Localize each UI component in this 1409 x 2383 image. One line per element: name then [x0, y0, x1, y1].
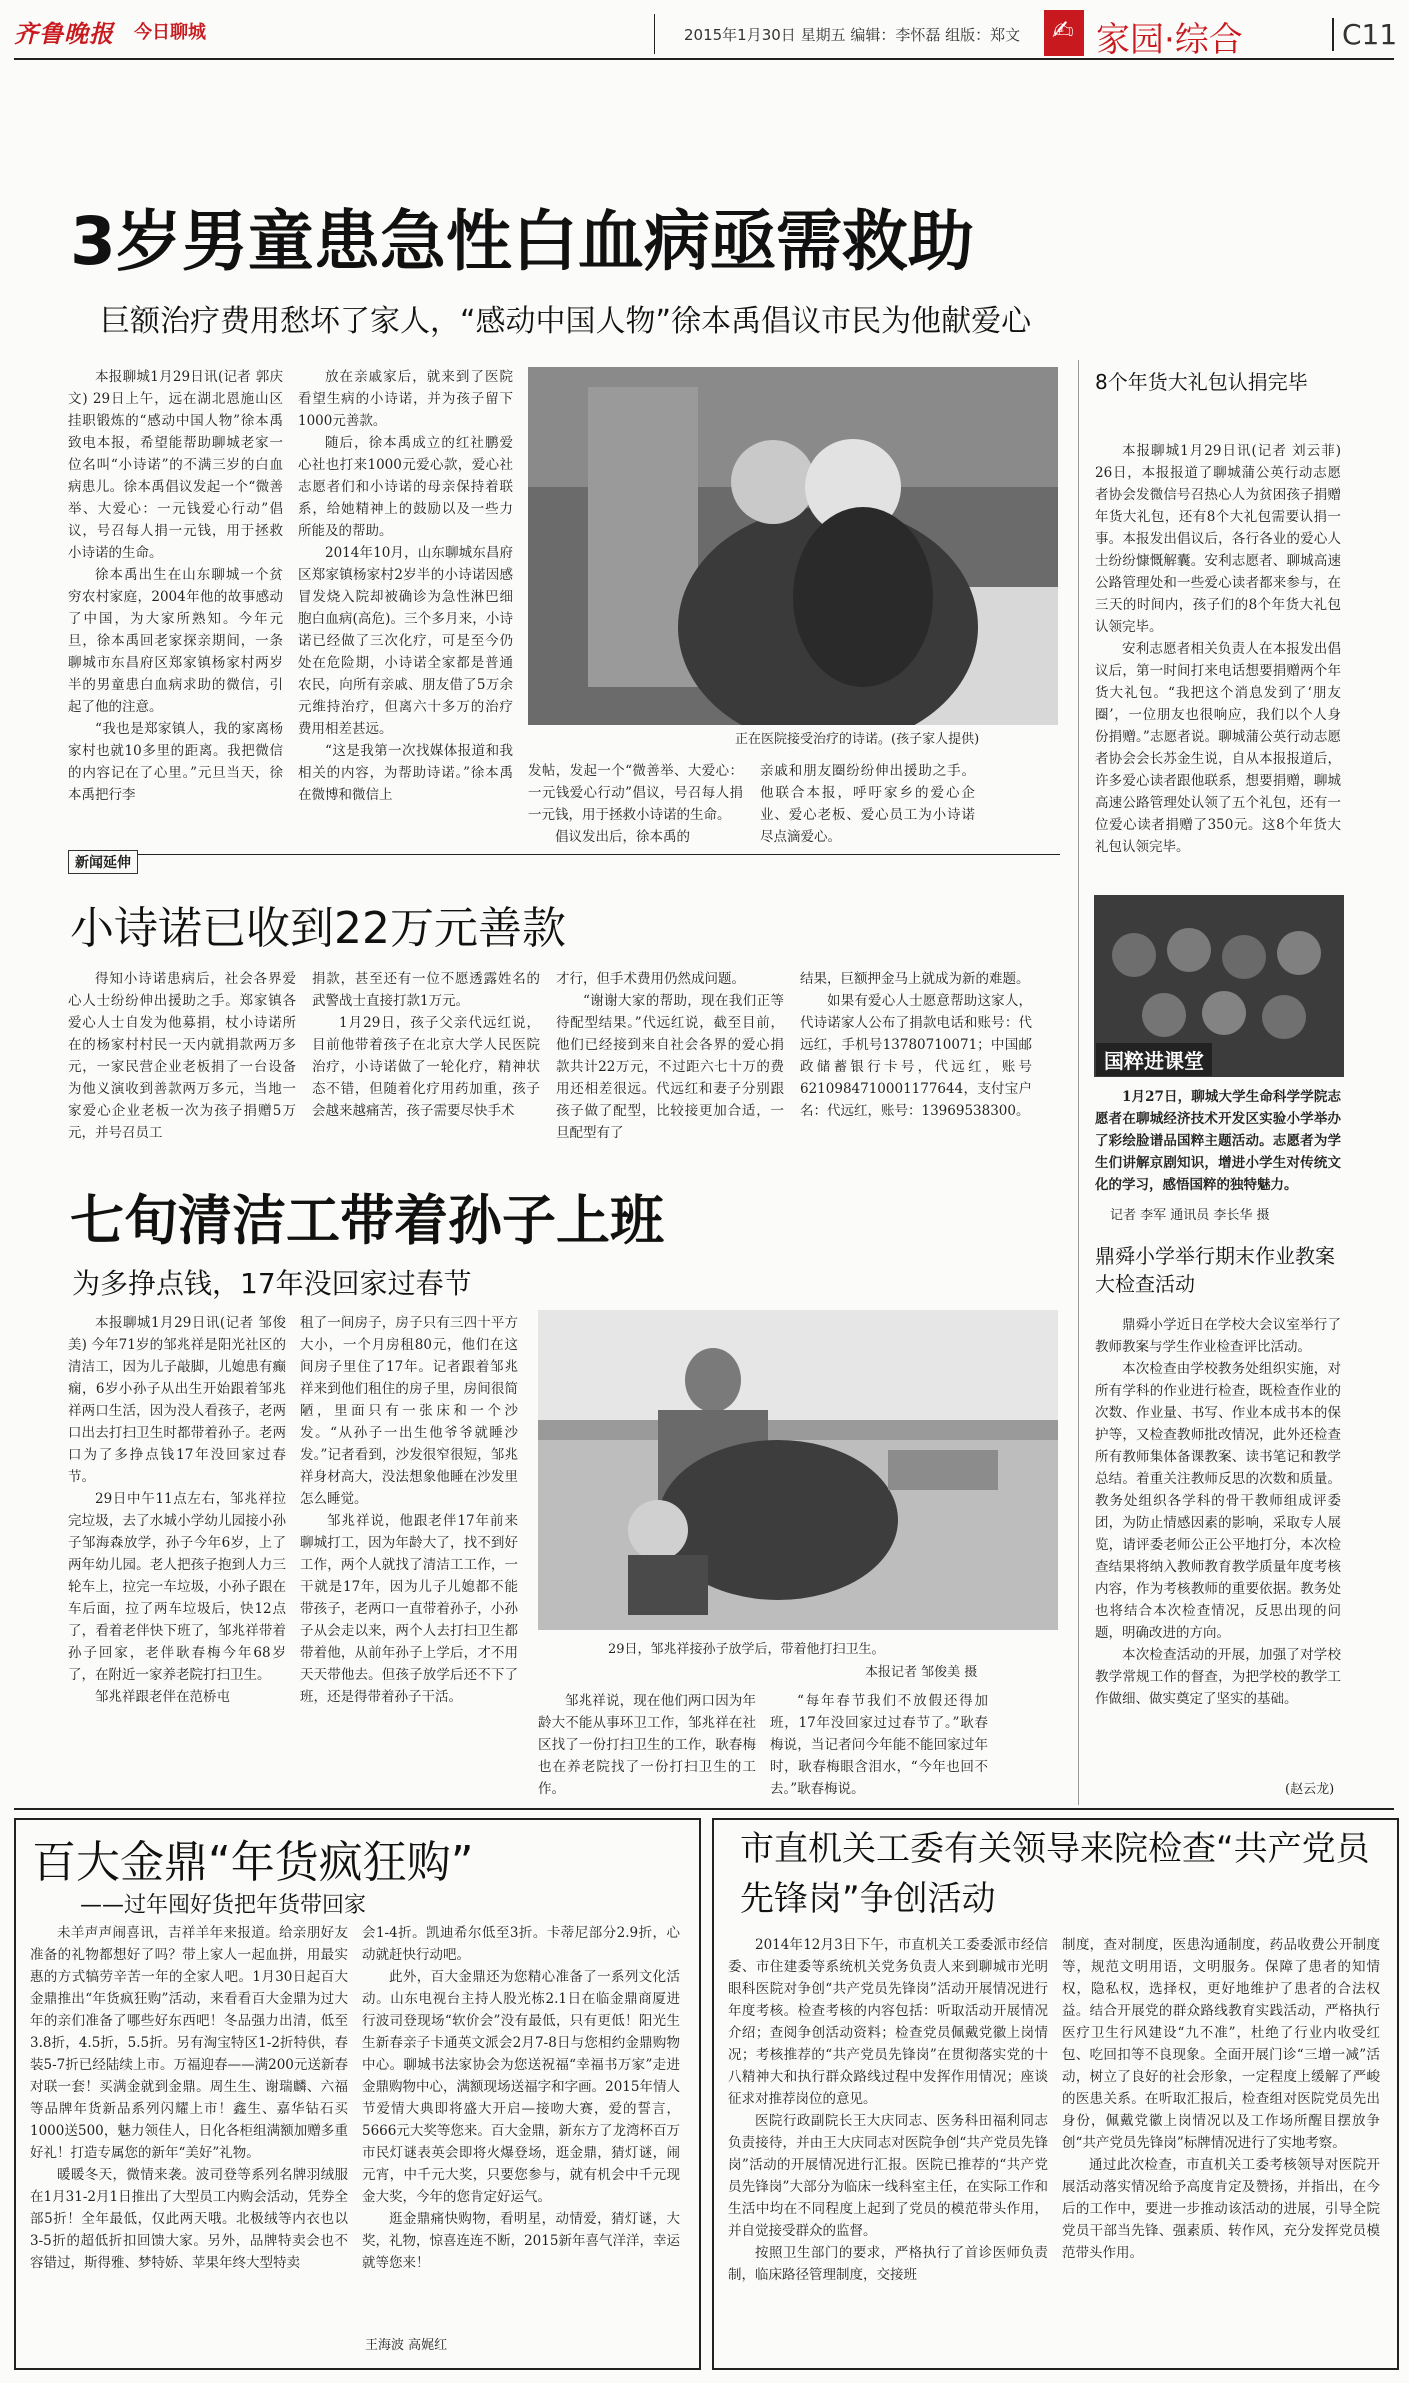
issue-meta: 2015年1月30日 星期五 编辑：李怀磊 组版：郑文	[684, 26, 1021, 44]
cleaner-photo-caption: 29日，邹兆祥接孙子放学后，带着他打扫卫生。	[608, 1642, 885, 1657]
mall-column-1: 未羊声声闹喜讯，吉祥羊年来报道。给亲朋好友准备的礼物都想好了吗？带上家人一起血拼，用最实惠的方式犒劳辛苦一年的全家人吧。1月30日起百大金鼎推出“年货疯狂购”活动，来看看百大金鼎为过大年的亲们准备了哪些好东西吧！冬品强力出清，低至3.8折，4.5折，5.5折。另有淘宝特区1-2折特供，春装5-7折已经陆续上市。万福迎春——满200元送新春对联一套！买满金就到金鼎。周生生、谢瑞麟、六福等品牌年货新品系列闪耀上市！鑫生、嘉华钻石买1000送500，魅力领佳人，日化各柜组满额加赠多重好礼！打造专属您的新年“美好”礼物。 暖暖冬天，微情来袭。波司登等系列名牌羽绒服在1月31-2月1日推出了大型员工内购会活动，凭券全部5折！全年最低，仅此两天哦。北极绒等内衣也以3-5折的超低折扣回馈大家。另外，品牌特卖会也不容错过，斯得雅、梦特娇、苹果年终大型特卖	[30, 1925, 348, 2271]
lead-subtitle: 巨额治疗费用愁坏了家人，“感动中国人物”徐本禹倡议市民为他献爱心	[100, 304, 1032, 339]
cleaner-column-3: 邹兆祥说，现在他们两口因为年龄大不能从事环卫工作，邹兆祥在社区找了一份打扫卫生的工作，耿春梅也在养老院找了一份打扫卫生的工作。	[538, 1693, 756, 1797]
followup-column-1: 得知小诗诺患病后，社会各界爱心人士纷纷伸出援助之手。郑家镇各爱心人士自发为他募捐，杖小诗诺所在的杨家村村民一天内就捐款两万多元，一家民营企业老板捐了一台设备为他义演收到善款两万多元，当地一家爱心企业老板一次为孩子捐赠5万元，并号召员工	[68, 971, 296, 1141]
cleaner-headline: 七旬清洁工带着孙子上班	[70, 1189, 664, 1252]
cleaner-photo	[538, 1310, 1058, 1630]
header-divider	[654, 14, 655, 54]
hospital-headline: 市直机关工委有关领导来院检查“共产党员先锋岗”争创活动	[740, 1829, 1370, 1919]
lead-column-4: 亲戚和朋友圈纷纷伸出援助之手。他联合本报，呼吁家乡的爱心企业、爱心老板、爱心员工为小诗诺尽点滴爱心。	[760, 763, 975, 845]
followup-headline: 小诗诺已收到22万元善款	[70, 903, 566, 954]
lead-column-2: 放在亲戚家后，就来到了医院看望生病的小诗诺，并为孩子留下1000元善款。 随后，徐本禹成立的红社鹏爱心社也打来1000元爱心款，爱心社志愿者们和小诗诺的母亲保持着联系，给她精神上的鼓励以及一些力所能及的帮助。 2014年10月，山东聊城东昌府区郑家镇杨家村2岁半的小诗诺因感冒发烧入院却被确诊为急性淋巴细胞白血病(高危)。三个多月来，小诗诺已经做了三次化疗，可是至今仍处在危险期，小诗诺全家都是普通农民，向所有亲戚、朋友借了5万余元维持治疗，但离六十多万的治疗费用相差甚远。 “这是我第一次找媒体报道和我相关的内容，为帮助诗诺。”徐本禹在微博和微信上	[298, 369, 513, 803]
page-number: C11	[1332, 18, 1397, 51]
lead-column-3: 发帖，发起一个“微善举、大爱心：一元钱爱心行动”倡议，号召每人捐一元钱，用于拯救小诗诺的生命。 倡议发出后，徐本禹的	[528, 763, 743, 845]
cleaner-column-2: 租了一间房子，房子只有三四十平方大小，一个月房租80元，他们在这间房子里住了17年。记者跟着邹兆祥来到他们租住的房子里，房间很简陋，里面只有一张床和一个沙发。“从孙子一出生他爷爷就睡沙发。”记者看到，沙发很窄很短，邹兆祥身材高大，没法想象他睡在沙发里怎么睡觉。 邹兆祥说，他跟老伴17年前来聊城打工，因为年龄大了，找不到好工作，两个人就找了清洁工工作，一干就是17年，因为儿子儿媳都不能带孩子，老两口一直带着孙子，小孙子从会走以来，两个人去打扫卫生都带着他，从前年孙子上学后，才不用天天带他去。但孩子放学后还不下了班，还是得带着孙子干活。	[300, 1315, 518, 1705]
hospital-column-1: 2014年12月3日下午，市直机关工委委派市经信委、市住建委等系统机关党务负责人来到聊城市光明眼科医院对争创“共产党员先锋岗”活动开展情况进行年度考核。检查考核的内容包括：听取活动开展情况介绍；查阅争创活动资料；检查党员佩戴党徽上岗情况；考核推荐的“共产党员先锋岗”在贯彻落实党的十八精神大和执行群众路线过程中发挥作用情况；座谈征求对推荐岗位的意见。 医院行政副院长王大庆同志、医务科田福利同志负责接待，并由王大庆同志对医院争创“共产党员先锋岗”活动的开展情况进行汇报。医院已推荐的“共产党员先锋岗”大部分为临床一线科室主任，在实际工作和生活中均在不同程度上起到了党员的模范带头作用，并自觉接受群众的监督。 按照卫生部门的要求，严格执行了首诊医师负责制，临床路径管理制度，交接班	[728, 1937, 1048, 2283]
cleaner-column-1: 本报聊城1月29日讯(记者 邹俊美) 今年71岁的邹兆祥是阳光社区的清洁工，因为儿子敲脚，儿媳患有癫痫，6岁小孙子从出生开始跟着邹兆祥两口生活，因为没人看孩子，老两口出去打扫卫生时都带着孙子。老两口为了多挣点钱17年没回家过春节。 29日中午11点左右，邹兆祥拉完垃圾，去了水城小学幼儿园接小孙子邹海森放学，孙子今年6岁，上了两年幼儿园。老人把孩子抱到人力三轮车上，拉完一车垃圾，小孙子跟在车后面，拉了两车垃圾后，快12点了，看着老伴快下班了，邹兆祥带着孙子回家，老伴耿春梅今年68岁了，在附近一家养老院打扫卫生。 邹兆祥跟老伴在范桥屯	[68, 1315, 286, 1705]
mall-headline: 百大金鼎“年货疯狂购”	[32, 1837, 474, 1888]
mall-column-2: 会1-4折。凯迪希尔低至3折。卡蒂尼部分2.9折，心动就赶快行动吧。 此外，百大金鼎还为您精心准备了一系列文化活动。山东电视台主持人股光栋2.1日在临金鼎商厦进行波司登现场“软价会”没有最低，只有更低！阳光生生新春亲子卡通英文派会2月7-8日与您相约金鼎购物中心。聊城书法家协会为您送祝福“幸福书万家”走进金鼎购物中心，满额现场送福字和字画。2015年情人节爱情大典即将盛大开启—接吻大赛，爱的誓言，5666元大奖等您来。百大金鼎，新东方了龙湾杯百万市民灯谜表英会即将火爆登场，逛金鼎，猜灯谜，闹元宵，中千元大奖，只要您参与，就有机会中千元现金大奖，今年的您肯定好运气。 逛金鼎痛快购物，看明星，动情爱，猜灯谜，大奖，礼物，惊喜连连不断，2015新年喜气洋洋，幸运就等您来！	[362, 1925, 680, 2271]
lead-column-1: 本报聊城1月29日讯(记者 郭庆文) 29日上午，远在湖北恩施山区挂职锻炼的“感动中国人物”徐本禹致电本报，希望能帮助聊城老家一位名叫“小诗诺”的不满三岁的白血病患儿。徐本禹倡议发起一个“微善举、大爱心：一元钱爱心行动”倡议，号召每人捐一元钱，用于拯救小诗诺的生命。 徐本禹出生在山东聊城一个贫穷农村家庭，2004年他的故事感动了中国，为大家所熟知。今年元旦，徐本禹回老家探亲期间，一条聊城市东昌府区郑家镇杨家村两岁半的男童患白血病求助的微信，引起了他的注意。 “我也是郑家镇人，我的家离杨家村也就10多里的距离。我把微信的内容记在了心里。”元旦当天，徐本禹把行李	[68, 369, 283, 803]
cleaner-subtitle: 为多挣点钱，17年没回家过春节	[72, 1267, 472, 1300]
sidebar-divider	[1078, 360, 1079, 1805]
hospital-column-2: 制度，查对制度，医患沟通制度，药品收费公开制度等，规范文明用语，文明服务。保障了患者的知情权，隐私权，选择权，更好地维护了患者的合法权益。结合开展党的群众路线教育实践活动，严格执行医疗卫生行风建设“九不准”，杜绝了行业内收受红包、吃回扣等不良现象。全面开展门诊“三增一减”活动，树立了良好的社会形象，一定程度上缓解了严峻的医患关系。在听取汇报后，检查组对医院党员先出身份，佩戴党徽上岗情况以及工作场所醒目摆放争创“共产党员先锋岗”标牌情况进行了实地考察。 通过此次检查，市直机关工委考核领导对医院开展活动落实情况给予高度肯定及赞扬，并指出，在今后的工作中，要进一步推动该活动的进展，引导全院党员干部当先锋、强素质、转作风，充分发挥党员模范带头作用。	[1062, 1937, 1380, 2261]
followup-column-3: 才行，但手术费用仍然成问题。 “谢谢大家的帮助，现在我们正等待配型结果。”代远红说，截至目前，他们已经接到来自社会各界的爱心捐款共计22万元，不过距六七十万的费用还相差很远。代远红和妻子分别跟孩子做了配型，比较接更加合适，一旦配型有了	[556, 971, 784, 1141]
opera-photo-caption: 1月27日，聊城大学生命科学学院志愿者在聊城经济技术开发区实验小学举办了彩绘脸谱品国粹主题活动。志愿者为学生们讲解京剧知识，增进小学生对传统文化的学习，感悟国粹的独特魅力。	[1095, 1089, 1341, 1193]
patient-photo	[528, 367, 1058, 725]
followup-column-4: 结果，巨额押金马上就成为新的难题。 如果有爱心人士愿意帮助这家人，代诗诺家人公布了捐款电话和账号：代远红，手机号13780710071；中国邮政储蓄银行卡号，代远红，账号6210984710001177644，支付宝户名：代远红，账号：13969538300。	[800, 971, 1032, 1119]
masthead	[14, 10, 1398, 60]
opera-photo-badge: 国粹进课堂	[1096, 1043, 1212, 1076]
cleaner-column-4: “每年春节我们不放假还得加班，17年没回家过过春节了。”耿春梅说，当记者问今年能不能回家过年时，耿春梅眼含泪水，“今年也回不去。”耿春梅说。	[770, 1693, 988, 1797]
news-extension-tag: 新闻延伸	[68, 850, 138, 874]
patient-photo-caption: 正在医院接受治疗的诗诺。(孩子家人提供)	[735, 732, 980, 747]
followup-column-2: 捐款，甚至还有一位不愿透露姓名的武警战士直接打款1万元。 1月29日，孩子父亲代远红说，目前他带着孩子在北京大学人民医院治疗，小诗诺做了一轮化疗，精神状态不错，但随着化疗用药加重，孩子会越来越痛苦，孩子需要尽快手术	[312, 971, 540, 1119]
mall-credit: 王海波 高娓红	[365, 2338, 448, 2353]
edition-name: 今日聊城	[134, 22, 206, 43]
lead-headline: 3岁男童患急性白血病亟需救助	[70, 203, 974, 280]
mall-subtitle: ——过年囤好货把年货带回家	[80, 1893, 367, 1918]
section-divider	[68, 854, 1060, 855]
gift-headline: 8个年货大礼包认捐完毕	[1095, 370, 1308, 394]
bottom-divider	[14, 1808, 1394, 1810]
school-headline: 鼎舜小学举行期末作业教案大检查活动	[1095, 1244, 1335, 1296]
section-name: 家园·综合	[1096, 20, 1243, 60]
pen-icon: ✍	[1052, 16, 1074, 46]
gift-body: 本报聊城1月29日讯(记者 刘云菲) 26日，本报报道了聊城蒲公英行动志愿者协会发微信号召热心人为贫困孩子捐赠年货大礼包，还有8个大礼包需要认捐一事。本报发出倡议后，各行各业的爱心人士纷纷慷慨解囊。安利志愿者、聊城高速公路管理处和一些爱心读者都来参与，在三天的时间内，孩子们的8个年货大礼包认领完毕。 安利志愿者相关负责人在本报发出倡议后，第一时间打来电话想要捐赠两个年货大礼包。“我把这个消息发到了‘朋友圈’，一位朋友也很响应，我们以个人身份捐赠。”志愿者说。聊城蒲公英行动志愿者协会会长苏金生说，自从本报报道后，许多爱心读者跟他联系，想要捐赠，聊城高速公路管理处认领了五个礼包，还有一位爱心读者捐赠了350元。这8个年货大礼包认领完毕。	[1095, 443, 1341, 855]
school-body: 鼎舜小学近日在学校大会议室举行了教师教案与学生作业检查评比活动。 本次检查由学校教务处组织实施，对所有学科的作业进行检查，既检查作业的次数、作业量、书写、作业本成书本的保护等，又检查教师批改情况，此外还检查所有教师集体备课教案、读书笔记和教学总结。着重关注教师反思的次数和质量。教务处组织各学科的骨干教师组成评委团，为防止情感因素的影响，采取专人展览，请评委老师公正公平地打分，本次检查结果将纳入教师教育教学质量年度考核内容，作为考核教师的重要依据。教务处也将结合本次检查情况，反思出现的问题，明确改进的方向。 本次检查活动的开展，加强了对学校教学常规工作的督查，为把学校的教学工作做细、做实奠定了坚实的基础。	[1095, 1317, 1341, 1707]
cleaner-photo-credit: 本报记者 邹俊美 摄	[865, 1665, 978, 1680]
opera-photo-credit: 记者 李军 通讯员 李长华 摄	[1110, 1208, 1270, 1223]
newspaper-logo: 齐鲁晚报	[14, 19, 114, 48]
school-credit: (赵云龙)	[1285, 1782, 1335, 1797]
